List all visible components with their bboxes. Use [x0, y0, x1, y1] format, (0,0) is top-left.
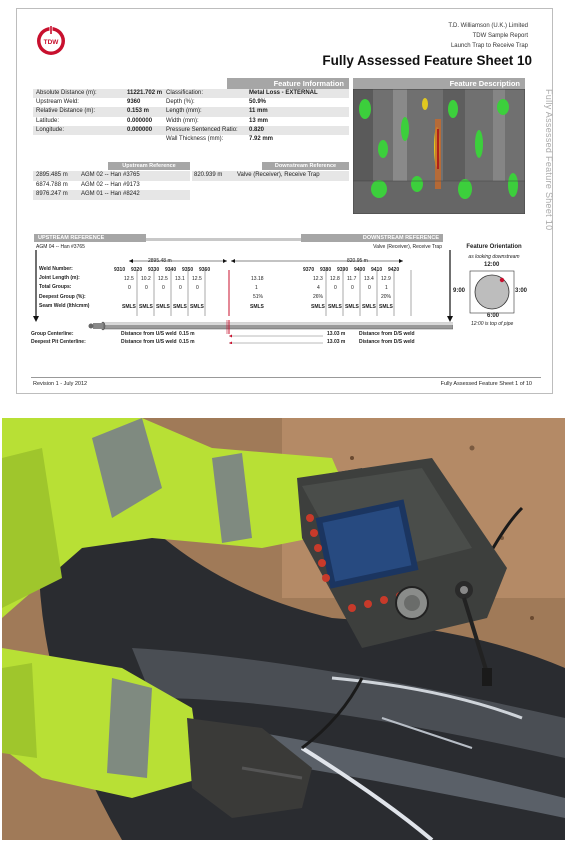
group-centerline-label: Group Centerline:: [31, 331, 74, 337]
joint-length: 13.1: [175, 276, 185, 282]
joint-length: 12.9: [381, 276, 391, 282]
info-value: 0.820: [249, 126, 265, 133]
deepest-group: 26%: [313, 294, 324, 300]
row-label-deepest: Deepest Group (%):: [39, 294, 86, 300]
reference-distance: 2895.485 m: [36, 172, 68, 178]
reference-row: [192, 171, 349, 181]
deepest-pit-ds-value: 13.03 m: [327, 339, 346, 345]
info-value: 0.000000: [127, 126, 153, 133]
info-value: 11221.702 m: [127, 90, 163, 96]
downstream-reference-table: [192, 171, 349, 181]
weld-number: 9410: [371, 267, 383, 273]
seam-weld: SMLS: [190, 304, 204, 310]
feature-description-heading: Feature Description: [353, 78, 525, 89]
info-row: [33, 135, 349, 144]
company-info: [448, 21, 528, 51]
weld-number: 9400: [354, 267, 366, 273]
weld-number: 9390: [337, 267, 349, 273]
reference-name: AGM 02 -- Han #9173: [81, 181, 140, 188]
info-row: [33, 98, 349, 107]
weld-number: 9350: [182, 267, 194, 273]
inspection-photo: [2, 418, 565, 840]
group-centerline-us-text: Distance from U/S weld: [121, 331, 177, 337]
downstream-reference-heading: Downstream Reference: [262, 162, 349, 170]
info-row: [33, 107, 349, 116]
row-label-groups: Total Groups:: [39, 284, 72, 290]
clock-6: 6:00: [487, 313, 500, 319]
feature-information-table: [33, 89, 349, 144]
center-joint-length: 13.18: [251, 276, 264, 282]
total-groups: 0: [128, 285, 131, 291]
page-title: Fully Assessed Feature Sheet 10: [322, 53, 532, 68]
row-label-weld: Weld Number:: [39, 266, 73, 272]
clock-9: 9:00: [453, 288, 466, 294]
reference-distance: 820.939 m: [194, 172, 223, 178]
footer-page-number: Fully Assessed Feature Sheet 1 of 10: [440, 381, 532, 387]
total-groups: 0: [196, 285, 199, 291]
weld-number: 9330: [148, 267, 160, 273]
upstream-distance: 2895.48 m: [148, 258, 172, 264]
info-label: Pressure Sentenced Ratio:: [166, 126, 238, 133]
deepest-pit-us-text: Distance from U/S weld: [121, 339, 177, 345]
weld-number: 9420: [388, 267, 400, 273]
group-centerline-ds-text: Distance from D/S weld: [359, 331, 415, 337]
total-groups: 0: [368, 285, 371, 291]
upstream-reference-table: [33, 171, 190, 200]
info-label: Longitude:: [36, 126, 65, 133]
joint-length: 12.3: [313, 276, 323, 282]
seam-weld: SMLS: [173, 304, 187, 310]
downstream-distance: 820.95 m: [347, 258, 368, 264]
joint-length: 12.5: [192, 276, 202, 282]
group-centerline-ds-value: 13.03 m: [327, 331, 346, 337]
seam-weld: SMLS: [379, 304, 393, 310]
info-value: 0.000000: [127, 117, 153, 124]
weld-number: 9340: [165, 267, 177, 273]
joint-length: 12.5: [158, 276, 168, 282]
side-label: Fully Assessed Feature Sheet 10: [544, 89, 554, 231]
feature-sheet-page: [16, 8, 553, 394]
reference-name: AGM 01 -- Han #8242: [81, 191, 140, 197]
joint-length: 10.2: [141, 276, 151, 282]
footer-revision: Revision 1 - July 2012: [33, 381, 88, 387]
info-label: Depth (%):: [166, 99, 195, 106]
total-groups: 0: [334, 285, 337, 291]
total-groups: 0: [145, 285, 148, 291]
total-groups: 0: [351, 285, 354, 291]
upstream-reference-heading: Upstream Reference: [108, 162, 190, 170]
total-groups: 0: [162, 285, 165, 291]
info-label: Width (mm):: [166, 117, 199, 124]
report-name: TDW Sample Report: [472, 33, 528, 39]
info-row: [33, 117, 349, 126]
reference-distance: 6874.788 m: [36, 181, 68, 188]
joint-length: 12.8: [330, 276, 340, 282]
seam-weld: SMLS: [156, 304, 170, 310]
row-label-joint: Joint Length (m):: [39, 275, 80, 281]
row-label-seam: Seam Weld (lth/cmm): [39, 303, 90, 309]
report-route: Launch Trap to Receive Trap: [450, 43, 528, 49]
seam-weld: SMLS: [122, 304, 136, 310]
clock-12: 12:00: [484, 262, 500, 268]
reference-name: Valve (Receiver), Receive Trap: [237, 172, 320, 178]
reference-distance: 8976.247 m: [36, 191, 68, 197]
info-row: [33, 126, 349, 135]
info-value: Metal Loss - EXTERNAL: [249, 90, 318, 96]
group-centerline-us-value: 0.15 m: [179, 331, 195, 337]
clock-3: 3:00: [515, 288, 528, 294]
weld-number: 9320: [131, 267, 143, 273]
joint-length: 11.7: [347, 276, 357, 282]
total-groups: 0: [179, 285, 182, 291]
seam-weld: SMLS: [328, 304, 342, 310]
info-label: Wall Thickness (mm):: [166, 135, 224, 142]
orientation-title: Feature Orientation: [466, 244, 522, 250]
reference-row: [33, 171, 190, 181]
info-value: 7.92 mm: [249, 135, 274, 142]
seam-weld: SMLS: [311, 304, 325, 310]
info-value: 13 mm: [249, 117, 269, 124]
footer-divider: [31, 377, 541, 378]
deepest-pit-centerline-label: Deepest Pit Centerline:: [31, 339, 86, 345]
feature-information-heading: Feature Information: [227, 78, 349, 89]
info-label: Length (mm):: [166, 108, 202, 115]
center-seam-weld: SMLS: [250, 304, 264, 310]
reference-name: AGM 02 -- Han #3765: [81, 172, 140, 178]
joint-length: 13.4: [364, 276, 374, 282]
center-total-groups: 1: [255, 285, 258, 291]
info-value: 0.153 m: [127, 108, 150, 115]
schematic-upstream-heading: UPSTREAM REFERENCE: [34, 234, 146, 242]
joint-length: 12.5: [124, 276, 134, 282]
deepest-pit-us-value: 0.15 m: [179, 339, 195, 345]
info-value: 50.9%: [249, 99, 267, 106]
orientation-clock-icon: [469, 270, 515, 314]
info-label: Upstream Weld:: [36, 99, 79, 106]
tdw-logo-icon: [35, 23, 67, 59]
logo-text: TDW: [43, 39, 59, 46]
info-label: Latitude:: [36, 117, 60, 124]
feature-scan-image: [353, 89, 525, 214]
center-deepest-group: 51%: [253, 294, 264, 300]
schematic-downstream-name: Valve (Receiver), Receive Trap: [373, 244, 442, 250]
total-groups: 4: [317, 285, 320, 291]
deepest-pit-ds-text: Distance from D/S weld: [359, 339, 415, 345]
company-name: T.D. Williamson (U.K.) Limited: [448, 23, 528, 29]
deepest-group: 20%: [381, 294, 392, 300]
weld-number: 9370: [303, 267, 315, 273]
info-row: [33, 89, 349, 98]
info-label: Absolute Distance (m):: [36, 90, 97, 96]
weld-number: 9310: [114, 267, 126, 273]
schematic-downstream-heading: DOWNSTREAM REFERENCE: [301, 234, 443, 242]
total-groups: 1: [385, 285, 388, 291]
orientation-subtitle: as looking downstream: [468, 254, 520, 260]
reference-row: [33, 190, 190, 200]
info-label: Relative Distance (m):: [36, 108, 96, 115]
info-value: 9360: [127, 99, 141, 106]
seam-weld: SMLS: [139, 304, 153, 310]
weld-number: 9360: [199, 267, 211, 273]
schematic-upstream-name: AGM 04 -- Han #3765: [36, 244, 85, 250]
info-value: 11 mm: [249, 108, 268, 115]
weld-number: 9380: [320, 267, 332, 273]
orientation-note: 12:00 is top of pipe: [471, 321, 514, 327]
seam-weld: SMLS: [345, 304, 359, 310]
reference-row: [33, 181, 190, 191]
info-label: Classification:: [166, 90, 204, 96]
seam-weld: SMLS: [362, 304, 376, 310]
